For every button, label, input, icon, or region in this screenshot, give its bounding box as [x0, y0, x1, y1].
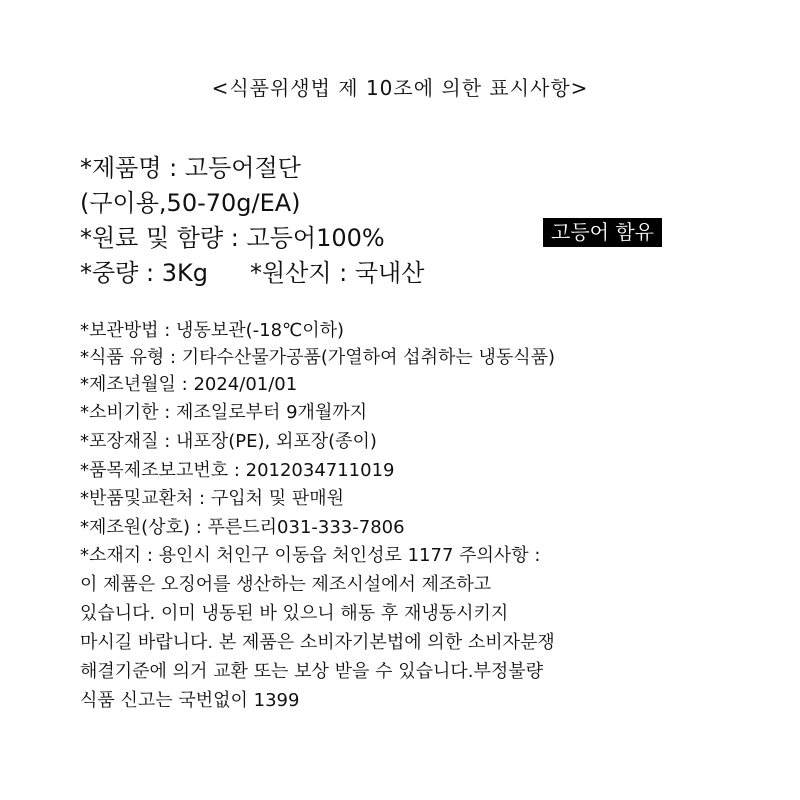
notice-line-2: 있습니다. 이미 냉동된 바 있으니 해동 후 재냉동시키지	[80, 603, 509, 624]
weight-origin-row	[80, 253, 424, 288]
report-number: *품목제조보고번호 : 2012034711019	[80, 460, 395, 481]
returns-exchange: *반품및교환처 : 구입처 및 판매원	[80, 488, 344, 509]
packaging-material: *포장재질 : 내포장(PE), 외포장(종이)	[80, 431, 377, 452]
storage-method: *보관방법 : 냉동보관(-18℃이하)	[80, 320, 345, 341]
manufacture-date: *제조년월일 : 2024/01/01	[80, 374, 298, 395]
ingredients: *원료 및 함량 : 고등어100%	[80, 224, 385, 252]
address: *소재지 : 용인시 처인구 이동읍 처인성로 1177 주의사항 :	[80, 545, 541, 566]
label-title: <식품위생법 제 10조에 의한 표시사항>	[211, 76, 589, 100]
notice-line-1: 이 제품은 오징어를 생산하는 제조시설에서 제조하고	[80, 574, 492, 595]
notice-line-5: 식품 신고는 국번없이 1399	[80, 690, 300, 711]
food-type: *식품 유형 : 기타수산물가공품(가열하여 섭취하는 냉동식품)	[80, 347, 556, 368]
contains-mackerel-badge: 고등어 함유	[543, 218, 662, 247]
origin: *원산지 : 국내산	[249, 259, 425, 287]
expiry-period: *소비기한 : 제조일로부터 9개월까지	[80, 402, 368, 423]
notice-line-4: 해결기준에 의거 교환 또는 보상 받을 수 있습니다.부정불량	[80, 661, 544, 682]
manufacturer: *제조원(상호) : 푸른드리031-333-7806	[80, 517, 405, 538]
notice-line-3: 마시길 바랍니다. 본 제품은 소비자기본법에 의한 소비자분쟁	[80, 632, 555, 653]
weight: *중량 : 3Kg	[80, 259, 208, 287]
product-spec: (구이용,50-70g/EA)	[80, 189, 301, 217]
product-name: *제품명 : 고등어절단	[80, 154, 301, 182]
